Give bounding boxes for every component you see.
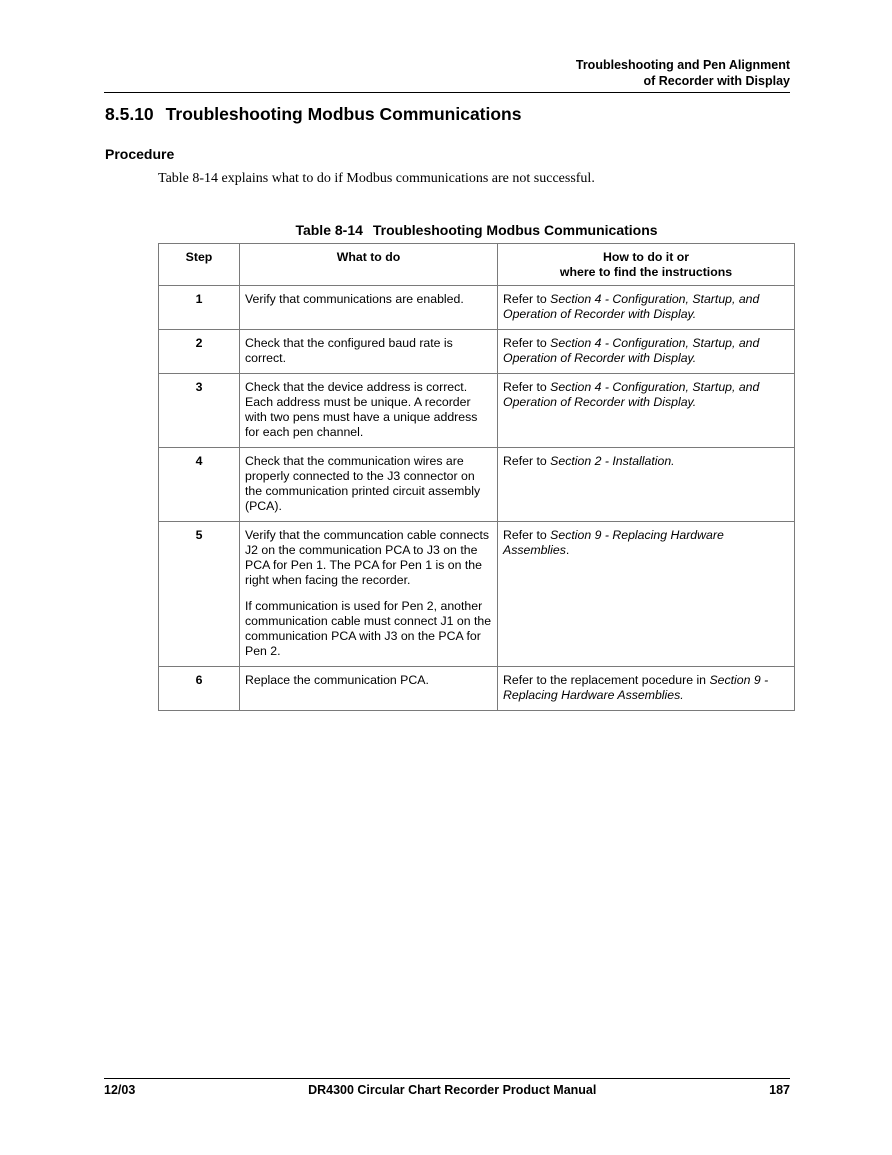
procedure-heading: Procedure — [105, 146, 175, 162]
what-to-do-cell — [240, 667, 498, 711]
how-to-do-cell — [498, 667, 795, 711]
table-row — [159, 330, 795, 374]
step-number: 1 — [159, 286, 240, 330]
table-row — [159, 522, 795, 667]
what-to-do-text: Verify that the communcation cable connects J2 on the communication PCA to J3 on the PCA for Pen 1. The PCA for Pen 1 is on the right when facing the recorder. — [245, 528, 490, 587]
footer-rule — [104, 1078, 790, 1079]
how-to-do-cell — [498, 330, 795, 374]
what-to-do-cell — [240, 330, 498, 374]
step-number: 2 — [159, 330, 240, 374]
table-row — [159, 374, 795, 448]
header-step: Step — [159, 244, 240, 286]
footer-title: DR4300 Circular Chart Recorder Product Manual — [308, 1083, 597, 1097]
running-header-line1: Troubleshooting and Pen Alignment — [575, 58, 790, 72]
section-reference: Section 9 - Replacing Hardware Assemblies. — [503, 673, 769, 702]
how-prefix: Refer to — [503, 336, 551, 350]
table-row — [159, 286, 795, 330]
header-rule — [104, 92, 790, 93]
section-reference: Section 4 - Configuration, Startup, and Operation of Recorder with Display. — [503, 292, 760, 321]
how-prefix: Refer to — [503, 454, 551, 468]
footer-page-number: 187 — [769, 1083, 790, 1097]
table-header-row — [159, 244, 795, 286]
what-to-do-text: Verify that communications are enabled. — [245, 292, 464, 306]
section-number: 8.5.10 — [105, 104, 154, 124]
what-to-do-text: If communication is used for Pen 2, another communication cable must connect J1 on the communication PCA with J3 on the PCA for Pen 2. — [245, 599, 492, 658]
what-to-do-text: Check that the device address is correct. Each address must be unique. A recorder with two pens must have a unique address for each pen channel. — [245, 380, 478, 439]
what-to-do-cell — [240, 374, 498, 448]
what-to-do-cell — [240, 286, 498, 330]
table-row — [159, 667, 795, 711]
table-caption-number: Table 8-14 — [295, 222, 363, 238]
section-reference: Section 9 - Replacing Hardware Assemblies — [503, 528, 724, 557]
how-prefix: Refer to — [503, 528, 551, 542]
running-header — [104, 57, 790, 89]
header-what: What to do — [240, 244, 498, 286]
section-reference: Section 4 - Configuration, Startup, and Operation of Recorder with Display. — [503, 380, 760, 409]
step-number: 5 — [159, 522, 240, 667]
section-title — [105, 104, 521, 125]
table-caption — [158, 222, 795, 238]
what-to-do-cell — [240, 448, 498, 522]
section-title-text: Troubleshooting Modbus Communications — [165, 104, 522, 124]
step-number: 4 — [159, 448, 240, 522]
running-header-line2: of Recorder with Display — [643, 74, 790, 88]
section-reference: Section 2 - Installation. — [550, 454, 675, 468]
header-how-line2: where to find the instructions — [559, 265, 733, 279]
step-number: 6 — [159, 667, 240, 711]
what-to-do-text: Check that the communication wires are properly connected to the J3 connector on the communication printed circuit assembly (PCA). — [245, 454, 481, 513]
header-how-line1: How to do it or — [602, 250, 690, 264]
how-to-do-cell — [498, 448, 795, 522]
how-to-do-cell — [498, 374, 795, 448]
table-row — [159, 448, 795, 522]
step-number: 3 — [159, 374, 240, 448]
footer-date: 12/03 — [104, 1083, 136, 1097]
how-prefix: Refer to — [503, 380, 551, 394]
table-caption-title: Troubleshooting Modbus Communications — [372, 222, 658, 238]
how-prefix: Refer to — [503, 292, 551, 306]
table-body — [159, 286, 795, 711]
how-to-do-cell — [498, 522, 795, 667]
what-to-do-text: Check that the configured baud rate is correct. — [245, 336, 453, 365]
what-to-do-text: Replace the communication PCA. — [245, 673, 429, 687]
troubleshooting-table — [158, 243, 795, 711]
header-how — [498, 244, 795, 286]
running-footer — [104, 1083, 790, 1097]
section-reference: Section 4 - Configuration, Startup, and Operation of Recorder with Display. — [503, 336, 760, 365]
procedure-intro: Table 8-14 explains what to do if Modbus communications are not successful. — [158, 171, 595, 186]
how-suffix: . — [565, 543, 570, 557]
what-to-do-cell — [240, 522, 498, 667]
how-prefix: Refer to the replacement pocedure in — [503, 673, 710, 687]
how-to-do-cell — [498, 286, 795, 330]
